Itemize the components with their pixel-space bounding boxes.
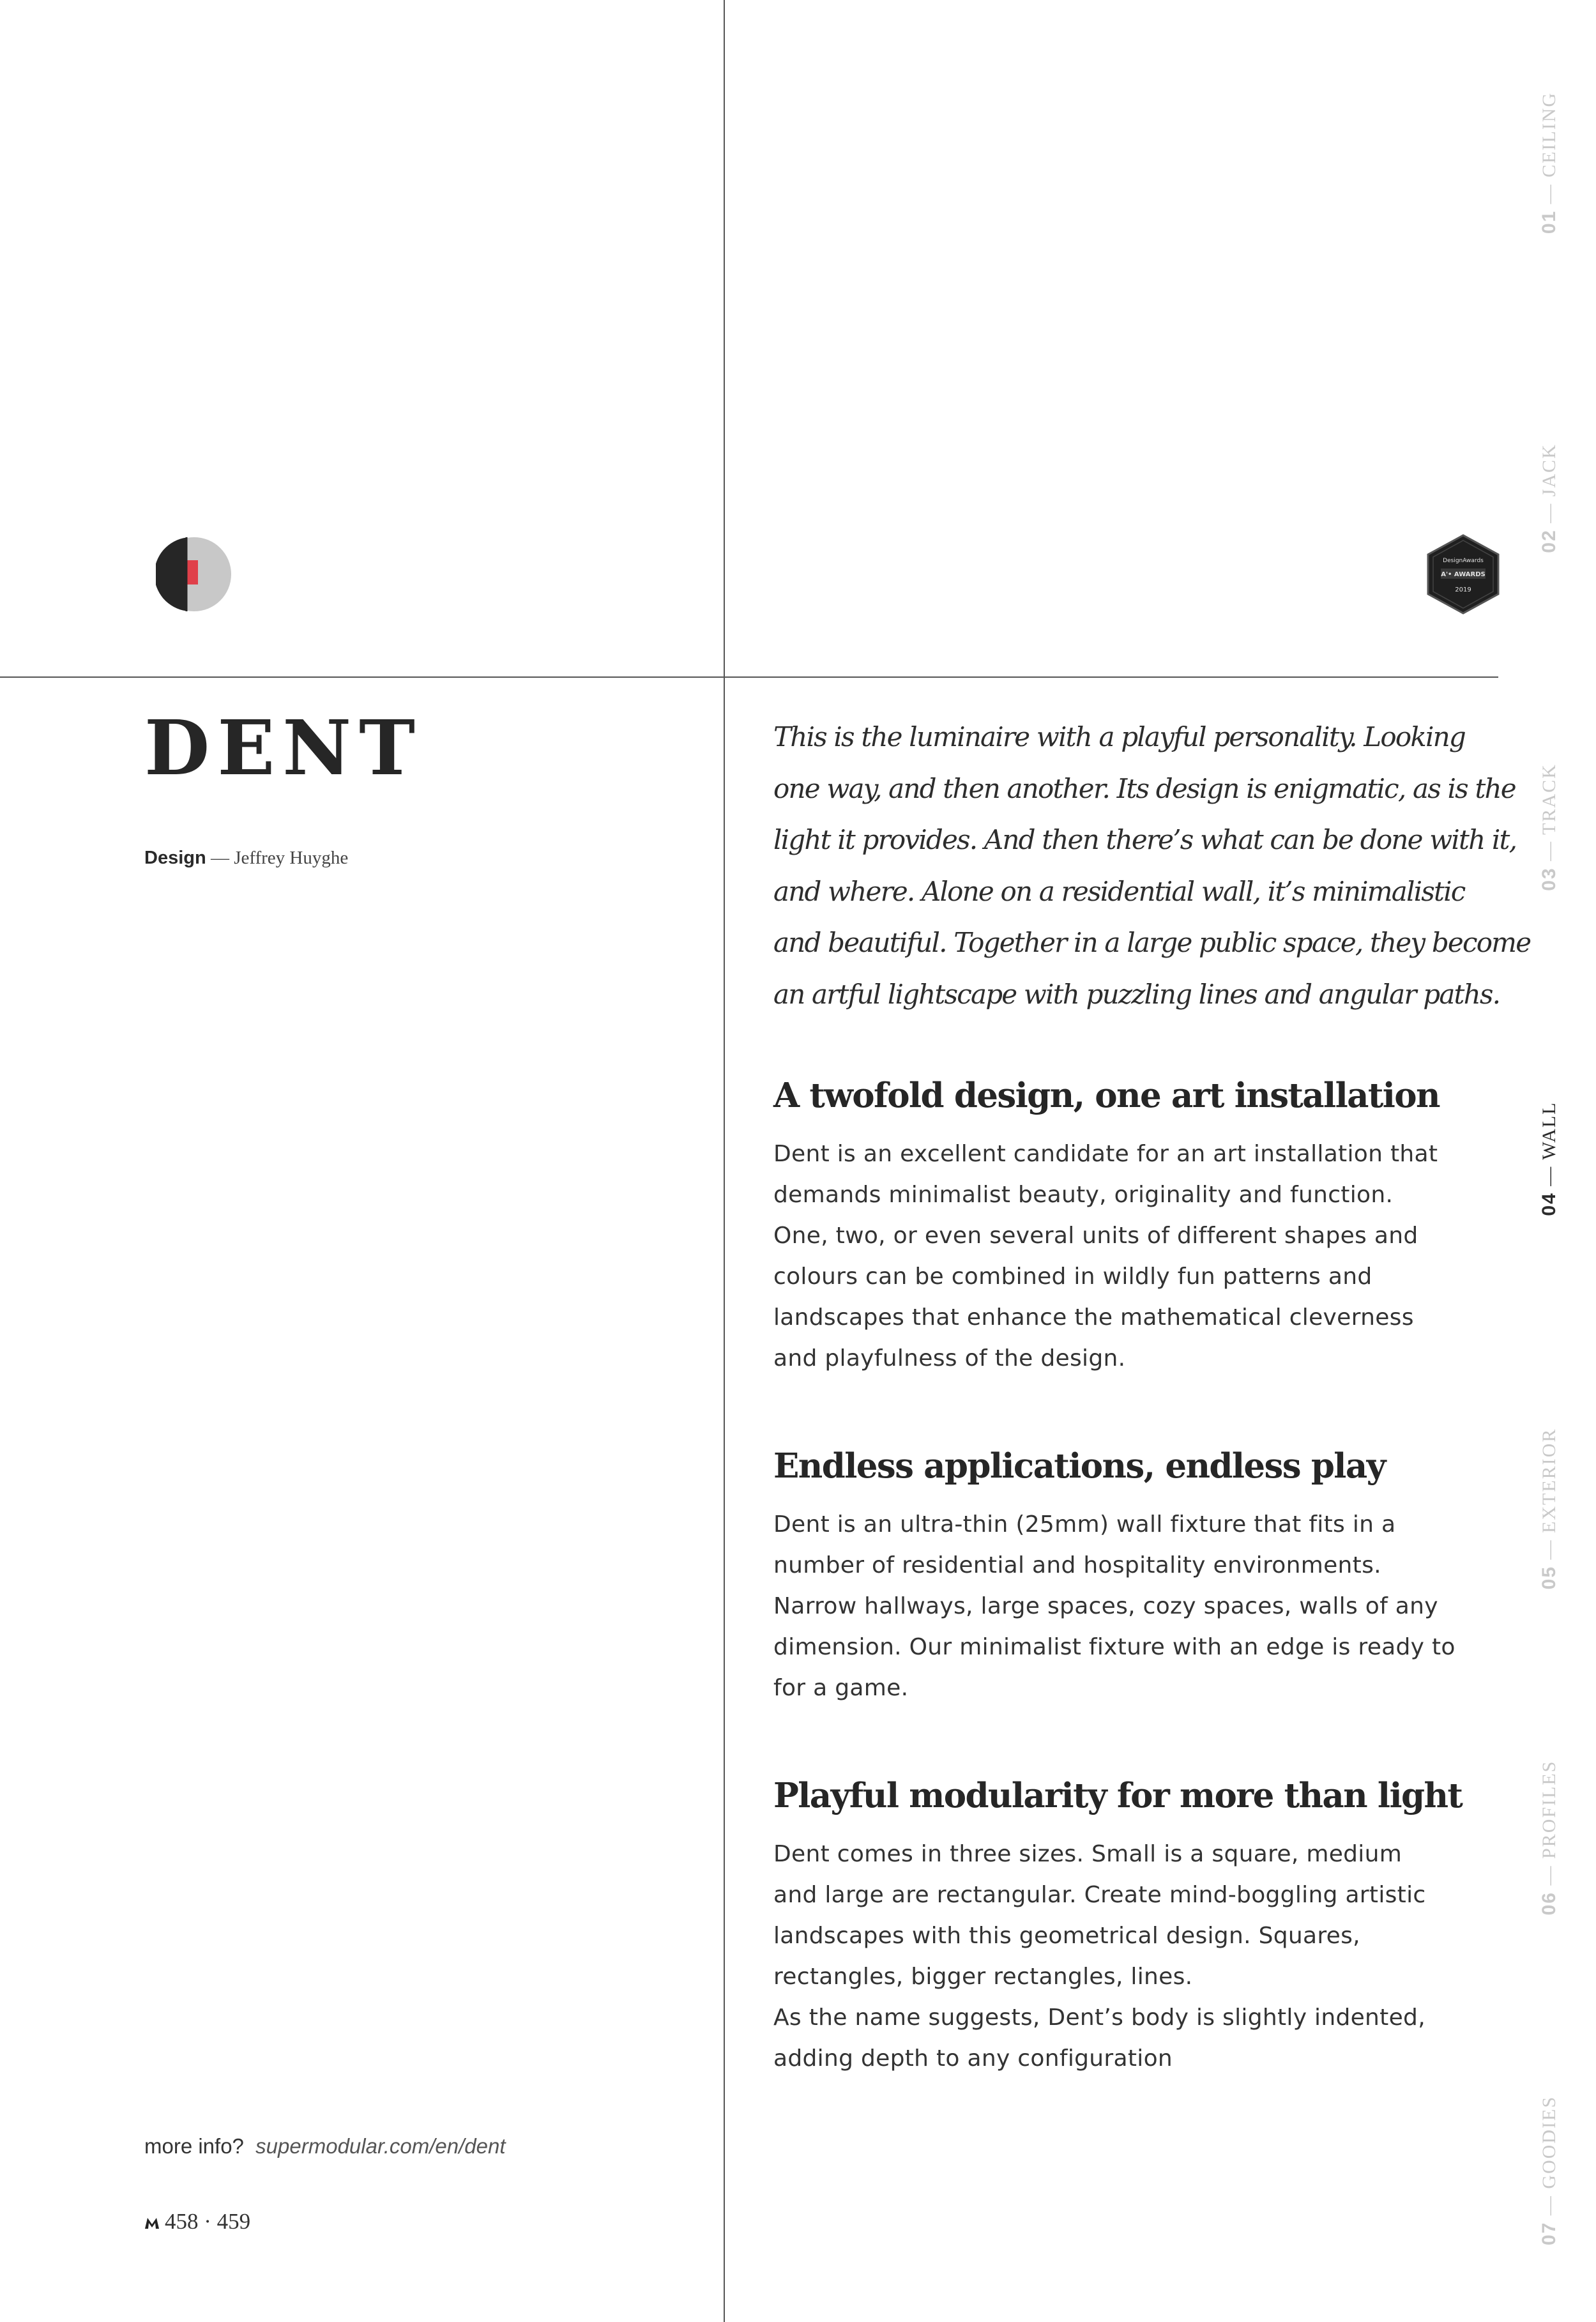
- credit-label: Design: [144, 848, 206, 868]
- intro-line: This is the luminaire with a playful personality. Looking: [773, 721, 1465, 752]
- body-line: landscapes that enhance the mathematical cleverness: [773, 1304, 1414, 1331]
- section-heading: Endless applications, endless play: [773, 1446, 1385, 1486]
- body-line: One, two, or even several units of different shapes and: [773, 1223, 1418, 1249]
- nav-label: — EXTERIOR: [1539, 1428, 1560, 1560]
- designer-name: — Jeffrey Huyghe: [210, 848, 349, 868]
- intro-line: one way, and then another. Its design is enigmatic, as is the: [773, 772, 1516, 804]
- body-line: As the name suggests, Dent’s body is slightly indented,: [773, 2005, 1425, 2031]
- nav-label: — GOODIES: [1539, 2095, 1560, 2216]
- intro-line: and where. Alone on a residential wall, it’s minimalistic: [773, 875, 1465, 907]
- page-numbers: [144, 2209, 250, 2234]
- body-line: and playfulness of the design.: [773, 1345, 1126, 1371]
- body-line: Dent comes in three sizes. Small is a square, medium: [773, 1841, 1402, 1867]
- design-credit: [144, 847, 348, 869]
- intro-line: light it provides. And then there’s what can be done with it,: [773, 824, 1517, 855]
- body-line: colours can be combined in wildly fun patterns and: [773, 1264, 1372, 1290]
- nav-number: 01: [1539, 210, 1560, 234]
- intro-line: an artful lightscape with puzzling lines and angular paths.: [773, 978, 1500, 1010]
- nav-label: — WALL: [1539, 1101, 1560, 1186]
- nav-number: 03: [1539, 867, 1560, 891]
- nav-label: — JACK: [1539, 443, 1560, 523]
- more-info: [144, 2134, 506, 2160]
- section-body: [773, 1134, 1495, 1379]
- brand-logo-icon: [144, 2217, 160, 2229]
- page-number-text: 458 · 459: [165, 2209, 251, 2234]
- nav-label: — CEILING: [1539, 91, 1560, 204]
- body-line: and large are rectangular. Create mind-boggling artistic: [773, 1882, 1426, 1908]
- vertical-divider: [724, 0, 725, 2322]
- nav-number: 02: [1539, 529, 1560, 553]
- body-line: dimension. Our minimalist fixture with an edge is ready to: [773, 1634, 1455, 1660]
- award-year: 2019: [1455, 586, 1471, 593]
- body-line: number of residential and hospitality environments.: [773, 1552, 1381, 1578]
- nav-label: — TRACK: [1539, 763, 1560, 861]
- body-line: adding depth to any configuration: [773, 2045, 1173, 2072]
- nav-number: 05: [1539, 1565, 1560, 1590]
- section-twofold-design: [773, 1071, 1495, 1379]
- body-line: landscapes with this geometrical design. Squares,: [773, 1923, 1360, 1949]
- section-heading: Playful modularity for more than light: [773, 1776, 1463, 1815]
- nav-number: 06: [1539, 1891, 1560, 1916]
- section-body: [773, 1834, 1495, 2079]
- nav-number: 07: [1539, 2221, 1560, 2246]
- body-line: Dent is an excellent candidate for an art installation that: [773, 1141, 1438, 1167]
- intro-line: and beautiful. Together in a large public space, they become: [773, 927, 1531, 958]
- body-line: for a game.: [773, 1675, 909, 1701]
- intro-paragraph: [773, 712, 1531, 1020]
- body-line: Dent is an ultra-thin (25mm) wall fixture that fits in a: [773, 1511, 1396, 1538]
- product-title: DENT: [144, 703, 423, 792]
- nav-number: 04: [1539, 1192, 1560, 1216]
- award-line-1: DesignAwards: [1443, 558, 1484, 564]
- nav-label: — PROFILES: [1539, 1760, 1560, 1886]
- horizontal-divider: [0, 676, 1498, 678]
- more-info-label: more info?: [144, 2134, 244, 2158]
- section-playful-modularity: [773, 1771, 1495, 2079]
- section-heading: A twofold design, one art installation: [773, 1076, 1440, 1115]
- body-line: demands minimalist beauty, originality and function.: [773, 1182, 1394, 1208]
- section-endless-applications: [773, 1442, 1495, 1709]
- section-body: [773, 1504, 1495, 1709]
- body-line: Narrow hallways, large spaces, cozy spaces, walls of any: [773, 1593, 1438, 1619]
- award-badge-icon: [1425, 534, 1501, 615]
- body-line: rectangles, bigger rectangles, lines.: [773, 1964, 1193, 1990]
- more-info-link[interactable]: supermodular.com/en/dent: [255, 2134, 506, 2158]
- award-line-2: A'• AWARDS: [1441, 571, 1486, 578]
- dent-product-icon: [156, 536, 232, 613]
